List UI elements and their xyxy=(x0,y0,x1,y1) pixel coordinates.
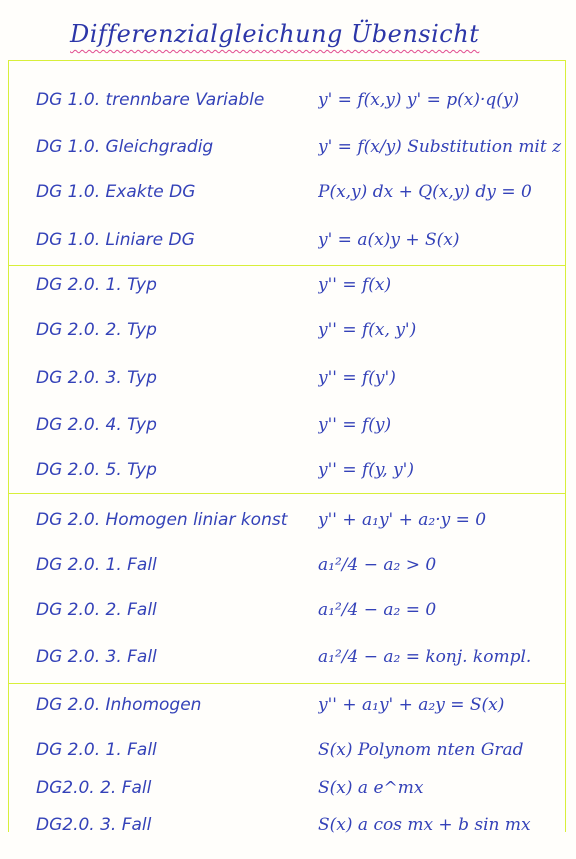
table-row xyxy=(0,415,576,459)
table-row xyxy=(0,275,576,319)
table-row xyxy=(0,510,576,554)
table-row xyxy=(0,90,576,134)
table-row xyxy=(0,600,576,644)
row-formula: P(x,y) dx + Q(x,y) dy = 0 xyxy=(318,182,532,202)
row-formula: S(x) a e^mx xyxy=(318,778,424,798)
row-formula: S(x) a cos mx + b sin mx xyxy=(318,815,531,835)
table-row xyxy=(0,137,576,181)
table-row xyxy=(0,230,576,274)
row-label: DG 2.0. 4. Typ xyxy=(36,415,157,435)
row-label: DG 1.0. Liniare DG xyxy=(36,230,195,250)
row-label: DG 2.0. 2. Fall xyxy=(36,600,157,620)
row-formula: y'' = f(y') xyxy=(318,368,396,388)
table-row xyxy=(0,815,576,859)
row-formula: y'' = f(y) xyxy=(318,415,392,435)
row-label: DG 1.0. Exakte DG xyxy=(36,182,196,202)
row-label: DG 2.0. 3. Fall xyxy=(36,647,157,667)
row-formula: a₁²/4 − a₂ = konj. kompl. xyxy=(318,647,532,667)
table-row xyxy=(0,368,576,412)
row-label: DG 2.0. 3. Typ xyxy=(36,368,157,388)
row-label: DG 1.0. Gleichgradig xyxy=(36,137,214,157)
row-formula: y'' = f(x, y') xyxy=(318,320,417,340)
row-formula: y'' + a₁y' + a₂·y = 0 xyxy=(318,510,487,530)
row-formula: y' = a(x)y + S(x) xyxy=(318,230,460,250)
table-row xyxy=(0,182,576,226)
row-label: DG 2.0. 1. Typ xyxy=(36,275,157,295)
table-row xyxy=(0,555,576,599)
page-title: Differenzialgleichung Übensicht xyxy=(70,20,480,48)
row-label: DG 2.0. Inhomogen xyxy=(36,695,202,715)
table-row xyxy=(0,695,576,739)
row-label: DG 2.0. Homogen liniar konst xyxy=(36,510,288,530)
table-row xyxy=(0,647,576,691)
row-formula: S(x) Polynom nten Grad xyxy=(318,740,524,760)
row-formula: y' = f(x/y) Substitution mit z xyxy=(318,137,562,157)
row-label: DG 2.0. 2. Typ xyxy=(36,320,157,340)
row-formula: a₁²/4 − a₂ > 0 xyxy=(318,555,437,575)
row-formula: y'' + a₁y' + a₂y = S(x) xyxy=(318,695,505,715)
row-label: DG2.0. 3. Fall xyxy=(36,815,152,835)
table-row xyxy=(0,320,576,364)
row-formula: y' = f(x,y) y' = p(x)·q(y) xyxy=(318,90,520,110)
row-label: DG 2.0. 1. Fall xyxy=(36,555,157,575)
row-label: DG 2.0. 5. Typ xyxy=(36,460,157,480)
row-label: DG 1.0. trennbare Variable xyxy=(36,90,265,110)
row-label: DG 2.0. 1. Fall xyxy=(36,740,157,760)
row-formula: y'' = f(y, y') xyxy=(318,460,414,480)
row-label: DG2.0. 2. Fall xyxy=(36,778,152,798)
row-formula: y'' = f(x) xyxy=(318,275,392,295)
row-formula: a₁²/4 − a₂ = 0 xyxy=(318,600,437,620)
table-row xyxy=(0,460,576,504)
